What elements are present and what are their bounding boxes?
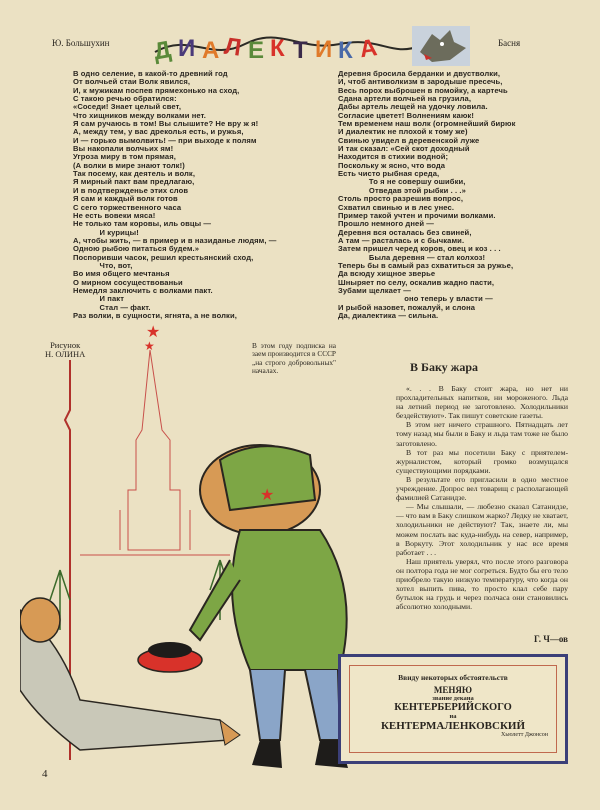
svg-text:★: ★: [260, 487, 275, 504]
notice-line4: КЕНТЕРБЕРИЙСКОГО: [394, 702, 512, 713]
title-logo: [150, 22, 480, 70]
page-number: 4: [42, 768, 48, 780]
poem-line: Теперь бы в самый раз схватиться за ружье,: [338, 260, 514, 270]
article-signature: Г. Ч—ов: [534, 634, 568, 644]
poem-left-column: [73, 70, 277, 320]
article-paragraph: «. . . В Баку стоит жара, но нет ни прохладительных напитков, ни мороженого. Льда на летний период не заготовлено. Холодильники бездействуют». Так пишут советские газеты.: [396, 384, 568, 421]
poem-line: Стал — факт.: [73, 302, 151, 312]
poem-line: Отведав этой рыбки . . .»: [338, 185, 466, 195]
poem-line: (А волки в мире знают толк!): [73, 160, 185, 170]
poem-line: И — горько вымолвить! — при выходе к полям: [73, 135, 257, 145]
svg-text:К: К: [270, 35, 285, 62]
article-paragraph: В этом нет ничего страшного. Пятнадцать лет тому назад мы были в Баку и льда там тоже не было заготовлено.: [396, 420, 568, 448]
article-paragraph: В результате его пригласили в одно местное учреждение. Допрос вел товарищ с располагающей фамилией Сатанидзе.: [396, 474, 568, 503]
svg-text:Т: Т: [293, 37, 308, 64]
poem-line: Вы накопали волчьих ям!: [73, 144, 174, 154]
poem-line: Свинью увидел в деревенской луже: [338, 135, 480, 145]
poem-line: И, к мужикам поспев прямехонько на сход,: [73, 85, 240, 95]
kremlin-tower: [80, 350, 230, 555]
genre-label: Басня: [498, 38, 521, 48]
svg-text:А: А: [358, 34, 379, 64]
poem-line: Весь порох выброшен в помойку, а картечь: [338, 85, 508, 95]
poem-line: То я не совершу ошибки,: [338, 177, 466, 187]
svg-text:И: И: [178, 35, 196, 62]
article-paragraph: В тот раз мы посетили Баку с приятелем-журналистом, который громко возмущался существующими порядками.: [396, 447, 568, 475]
notice-line1: Ввиду некоторых обстоятельств: [398, 673, 508, 682]
cartoon-illustration: [20, 340, 360, 780]
poem-line: И так сказал: «Сей скот доходный: [338, 144, 470, 154]
poem-line: Раз волки, в сущности, ягнята, а не волки,: [73, 310, 237, 320]
poem-line: Дабы артель лещей на удочку ловила.: [338, 102, 488, 112]
poem-line: Поспоривши часок, решил крестьянский сход,: [73, 252, 254, 262]
poem-line: Сдана артели волчьей на грузила,: [338, 94, 472, 104]
article-body: [396, 384, 568, 611]
notice-line5: на: [449, 713, 457, 720]
credit-artist: Н. ОЛИНА: [45, 349, 86, 359]
notice-line3: звание декана: [432, 695, 474, 702]
poem-line: Зубами щелкает —: [338, 285, 411, 295]
poem-line: Пример такой учтен и прочими волками.: [338, 210, 496, 220]
svg-text:Д: Д: [151, 35, 174, 66]
cartoon-caption: В этом году подписка на заем производится в СССР „на строго добровольных" началах.: [252, 341, 336, 375]
article-title: В Баку жара: [410, 360, 479, 374]
poem-line: Я сам и каждый волк готов: [73, 194, 178, 204]
poem-line: Шныряет по селу, оскалив жадно пасти,: [338, 277, 495, 287]
poem-line: А там — расталась и с бычками.: [338, 235, 465, 245]
notice-line2: МЕНЯЮ: [433, 685, 473, 695]
poem-line: Да, диалектика — сильна.: [338, 310, 439, 320]
poem-line: Деревня вся осталась без свиней,: [338, 227, 472, 237]
poem-line: А, чтобы жить, — в пример и в назиданье людям, —: [73, 235, 277, 245]
poem-line: Схватил свинью и в лес унес.: [338, 202, 455, 212]
poem-line: Столь просто разрешив вопрос,: [338, 194, 464, 204]
poem-line: И, чтоб антиволкизм в зародыше пресечь,: [338, 77, 503, 87]
poem-line: О мирном сосуществованьи: [73, 277, 183, 287]
poem-line: Что хищников между волками нет.: [73, 110, 206, 120]
poem-line: оно теперь у власти —: [338, 294, 493, 304]
article-paragraph: Наш приятель уверял, что после этого разговора он полтора года не мог согреться. Будто бы его тело приобрело такую низкую температуру, что когда он хотел выпить пива, то просто клал себе пару бутылок на грудь и через полчаса они становились абсолютно холодными.: [396, 556, 568, 612]
poem-line: Я мирный пакт вам предлагаю,: [73, 177, 195, 187]
credit-label: Рисунок: [50, 340, 81, 350]
poem-line: Поскольку ж ясно, что вода: [338, 160, 446, 170]
poem-line: Не только там коровы, иль овцы —: [73, 219, 212, 229]
poem-line: Во имя общего мечтанья: [73, 269, 170, 279]
poem-line: Немедля заключить с волками пакт.: [73, 285, 213, 295]
notice-box: [338, 654, 568, 764]
author-name: Ю. Большухин: [52, 38, 110, 48]
poem-line: Деревня бросила берданки и двустволки,: [338, 69, 501, 78]
poem-line: Была деревня — стал колхоз!: [338, 252, 486, 262]
poem-line: От волчьей стаи Волк явился,: [73, 77, 191, 87]
poem-line: И пакт: [73, 294, 125, 304]
svg-text:А: А: [202, 37, 220, 64]
poem-line: В одно селение, в какой-то древний год: [73, 69, 228, 78]
poem-right-column: [338, 70, 515, 320]
poem-line: Затем пришел черед коров, овец и коз . . .: [338, 244, 501, 254]
svg-text:Е: Е: [248, 37, 265, 64]
poem-line: Одною рыбою питаться будем.»: [73, 244, 200, 254]
notice-line6: КЕНТЕРМАЛЕНКОВСКИЙ: [380, 720, 526, 732]
svg-text:К: К: [338, 37, 353, 64]
kremlin-star-icon: ★: [144, 340, 155, 353]
poem-line: И курицы!: [73, 227, 139, 237]
poem-line: Согласие цветет! Волнениям каюк!: [338, 110, 474, 120]
star-icon: ★: [146, 324, 161, 341]
svg-text:И: И: [315, 36, 333, 63]
poem-line: А, между тем, у вас дреколья есть, и ружья,: [73, 127, 244, 137]
poem-line: Что, вот,: [73, 260, 133, 270]
poem-line: Тем временем наш волк (огромнейший бирюк: [338, 119, 516, 129]
poem-line: Находится в стихии водной;: [338, 152, 449, 162]
poem-line: И рыбой назовет, пожалуй, и слона: [338, 302, 476, 312]
poem-line: И диалектик не плохой к тому же): [338, 127, 468, 137]
poem-line: Я сам ручаюсь в том! Вы слышите? Не вру ж я!: [73, 119, 259, 129]
poem-line: Да всюду хищное зверье: [338, 269, 436, 279]
poem-line: С такою речью обратился:: [73, 94, 177, 104]
poem-line: Прошло немного дней —: [338, 219, 435, 229]
poem-line: И в подтвержденье этих слов: [73, 185, 189, 195]
notice-signature: Хьюлетт Джонсон: [501, 732, 548, 738]
poem-line: Есть чисто рыбная среда,: [338, 169, 440, 179]
article-paragraph: — Мы слышали, — любезно сказал Сатанидзе, — что вам в Баку слишком жарко? Ледку не хватает, холодильники не действуют? Так, знаете ли, мы можем послать вас куда-нибудь на север, например, в Воркуту. Этот холодильник у нас все время работает . . .: [396, 502, 568, 557]
poem-line: Так посему, как деятель и волк,: [73, 169, 196, 179]
poem-line: Угроза миру в том прямая,: [73, 152, 176, 162]
wolf-head-icon: [412, 26, 470, 66]
poem-line: «Соседи! Знает целый свет,: [73, 102, 182, 112]
svg-text:Л: Л: [222, 32, 244, 62]
poem-line: С сего торжественного часа: [73, 202, 182, 212]
poem-line: Не есть вовеки мяса!: [73, 210, 156, 220]
dialectics-lettering: [150, 22, 480, 70]
